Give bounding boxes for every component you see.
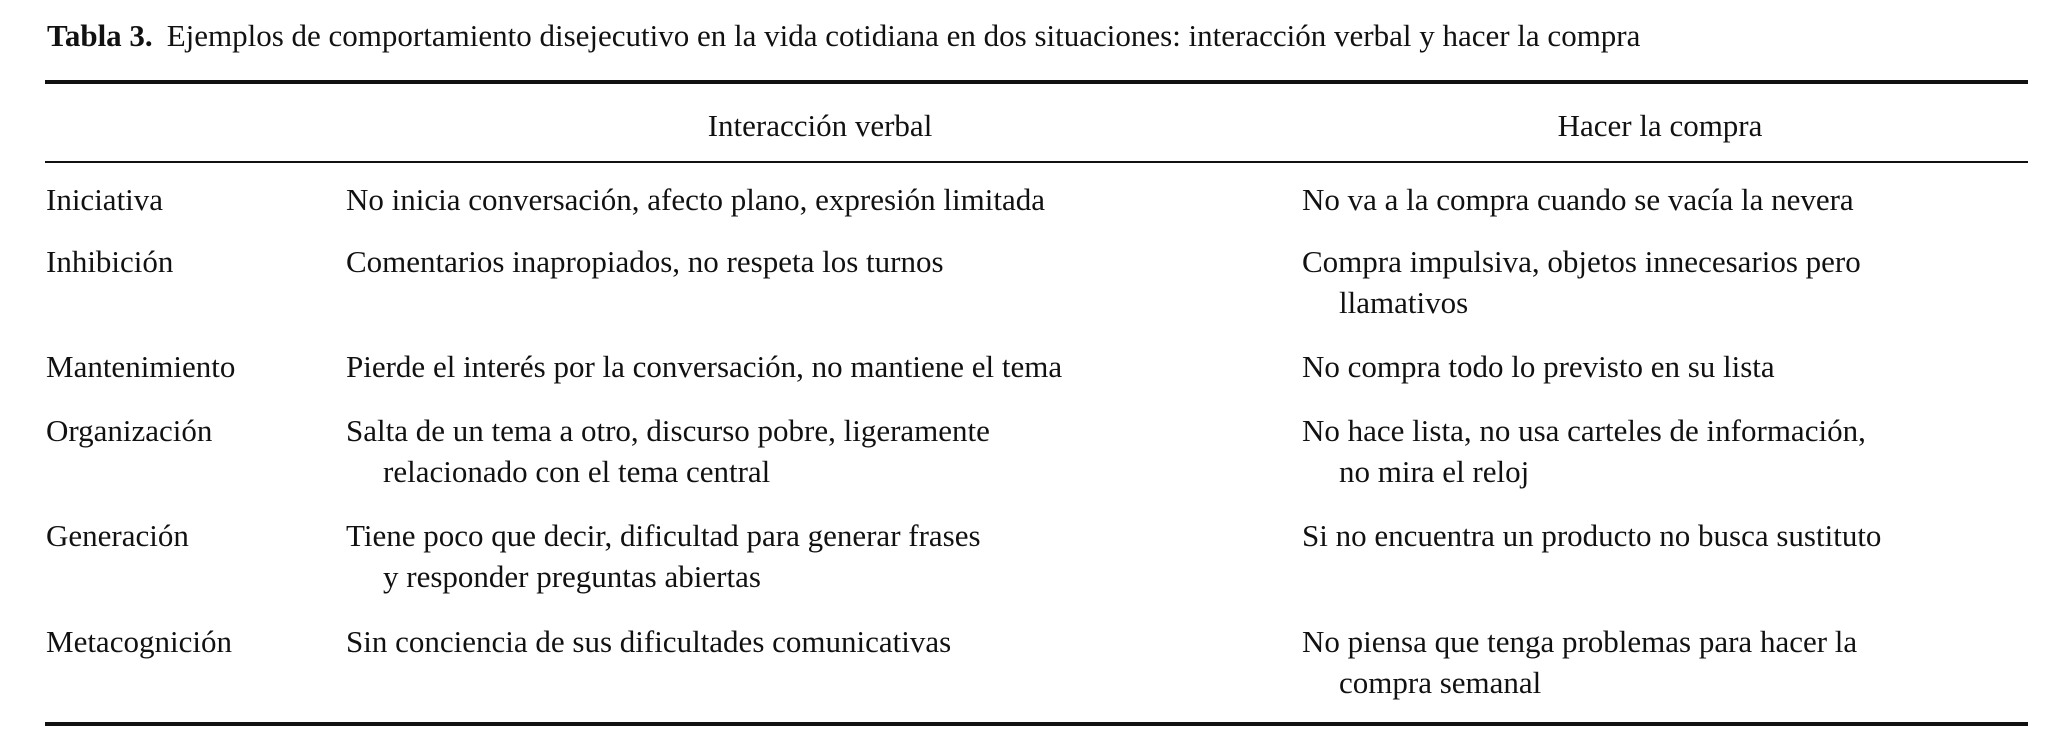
table-bottom-rule	[45, 722, 2028, 726]
cell-line: Pierde el interés por la conversación, no mantiene el tema	[346, 349, 1063, 384]
row-compra-cell	[1302, 515, 2032, 556]
cell-line: Comentarios inapropiados, no respeta los turnos	[346, 244, 944, 279]
row-domain: Iniciativa	[46, 182, 164, 217]
cell-line: no mira el reloj	[1339, 454, 1530, 489]
row-domain: Metacognición	[46, 624, 232, 659]
cell-line: No va a la compra cuando se vacía la nevera	[1302, 182, 1854, 217]
cell-line: Salta de un tema a otro, discurso pobre, ligeramente	[346, 413, 990, 448]
cell-line: No piensa que tenga problemas para hacer la	[1302, 624, 1858, 659]
row-verbal-cell	[346, 515, 1286, 597]
cell-line: No compra todo lo previsto en su lista	[1302, 349, 1775, 384]
table-caption	[47, 14, 1640, 58]
row-domain: Mantenimiento	[46, 349, 236, 384]
cell-line: compra semanal	[1339, 665, 1542, 700]
row-verbal-cell	[346, 410, 1286, 492]
table-caption-label: Tabla 3.	[47, 18, 153, 53]
cell-line: llamativos	[1339, 285, 1469, 320]
row-domain: Inhibición	[46, 244, 174, 279]
row-domain: Organización	[46, 413, 213, 448]
row-verbal-cell	[346, 241, 1286, 282]
cell-line: Si no encuentra un producto no busca sustituto	[1302, 518, 1882, 553]
row-verbal-cell	[346, 346, 1286, 387]
table-caption-text: Ejemplos de comportamiento disejecutivo en la vida cotidiana en dos situaciones: interacción verbal y hacer la compra	[166, 18, 1641, 53]
cell-line: Compra impulsiva, objetos innecesarios pero	[1302, 244, 1861, 279]
row-compra-cell	[1302, 346, 2032, 387]
row-compra-cell	[1302, 241, 2032, 323]
cell-line: No inicia conversación, afecto plano, expresión limitada	[346, 182, 1045, 217]
table-header-rule	[45, 161, 2028, 163]
cell-line: No hace lista, no usa carteles de información,	[1302, 413, 1866, 448]
column-header-compra: Hacer la compra	[1557, 108, 1763, 143]
row-domain: Generación	[46, 518, 189, 553]
row-verbal-cell	[346, 179, 1286, 220]
row-verbal-cell	[346, 621, 1286, 662]
cell-line: relacionado con el tema central	[383, 454, 771, 489]
row-compra-cell	[1302, 179, 2032, 220]
row-compra-cell	[1302, 410, 2032, 492]
cell-line: y responder preguntas abiertas	[383, 559, 761, 594]
cell-line: Tiene poco que decir, dificultad para generar frases	[346, 518, 981, 553]
column-header-verbal: Interacción verbal	[707, 108, 933, 143]
cell-line: Sin conciencia de sus dificultades comunicativas	[346, 624, 952, 659]
row-compra-cell	[1302, 621, 2032, 703]
table-top-rule	[45, 80, 2028, 84]
